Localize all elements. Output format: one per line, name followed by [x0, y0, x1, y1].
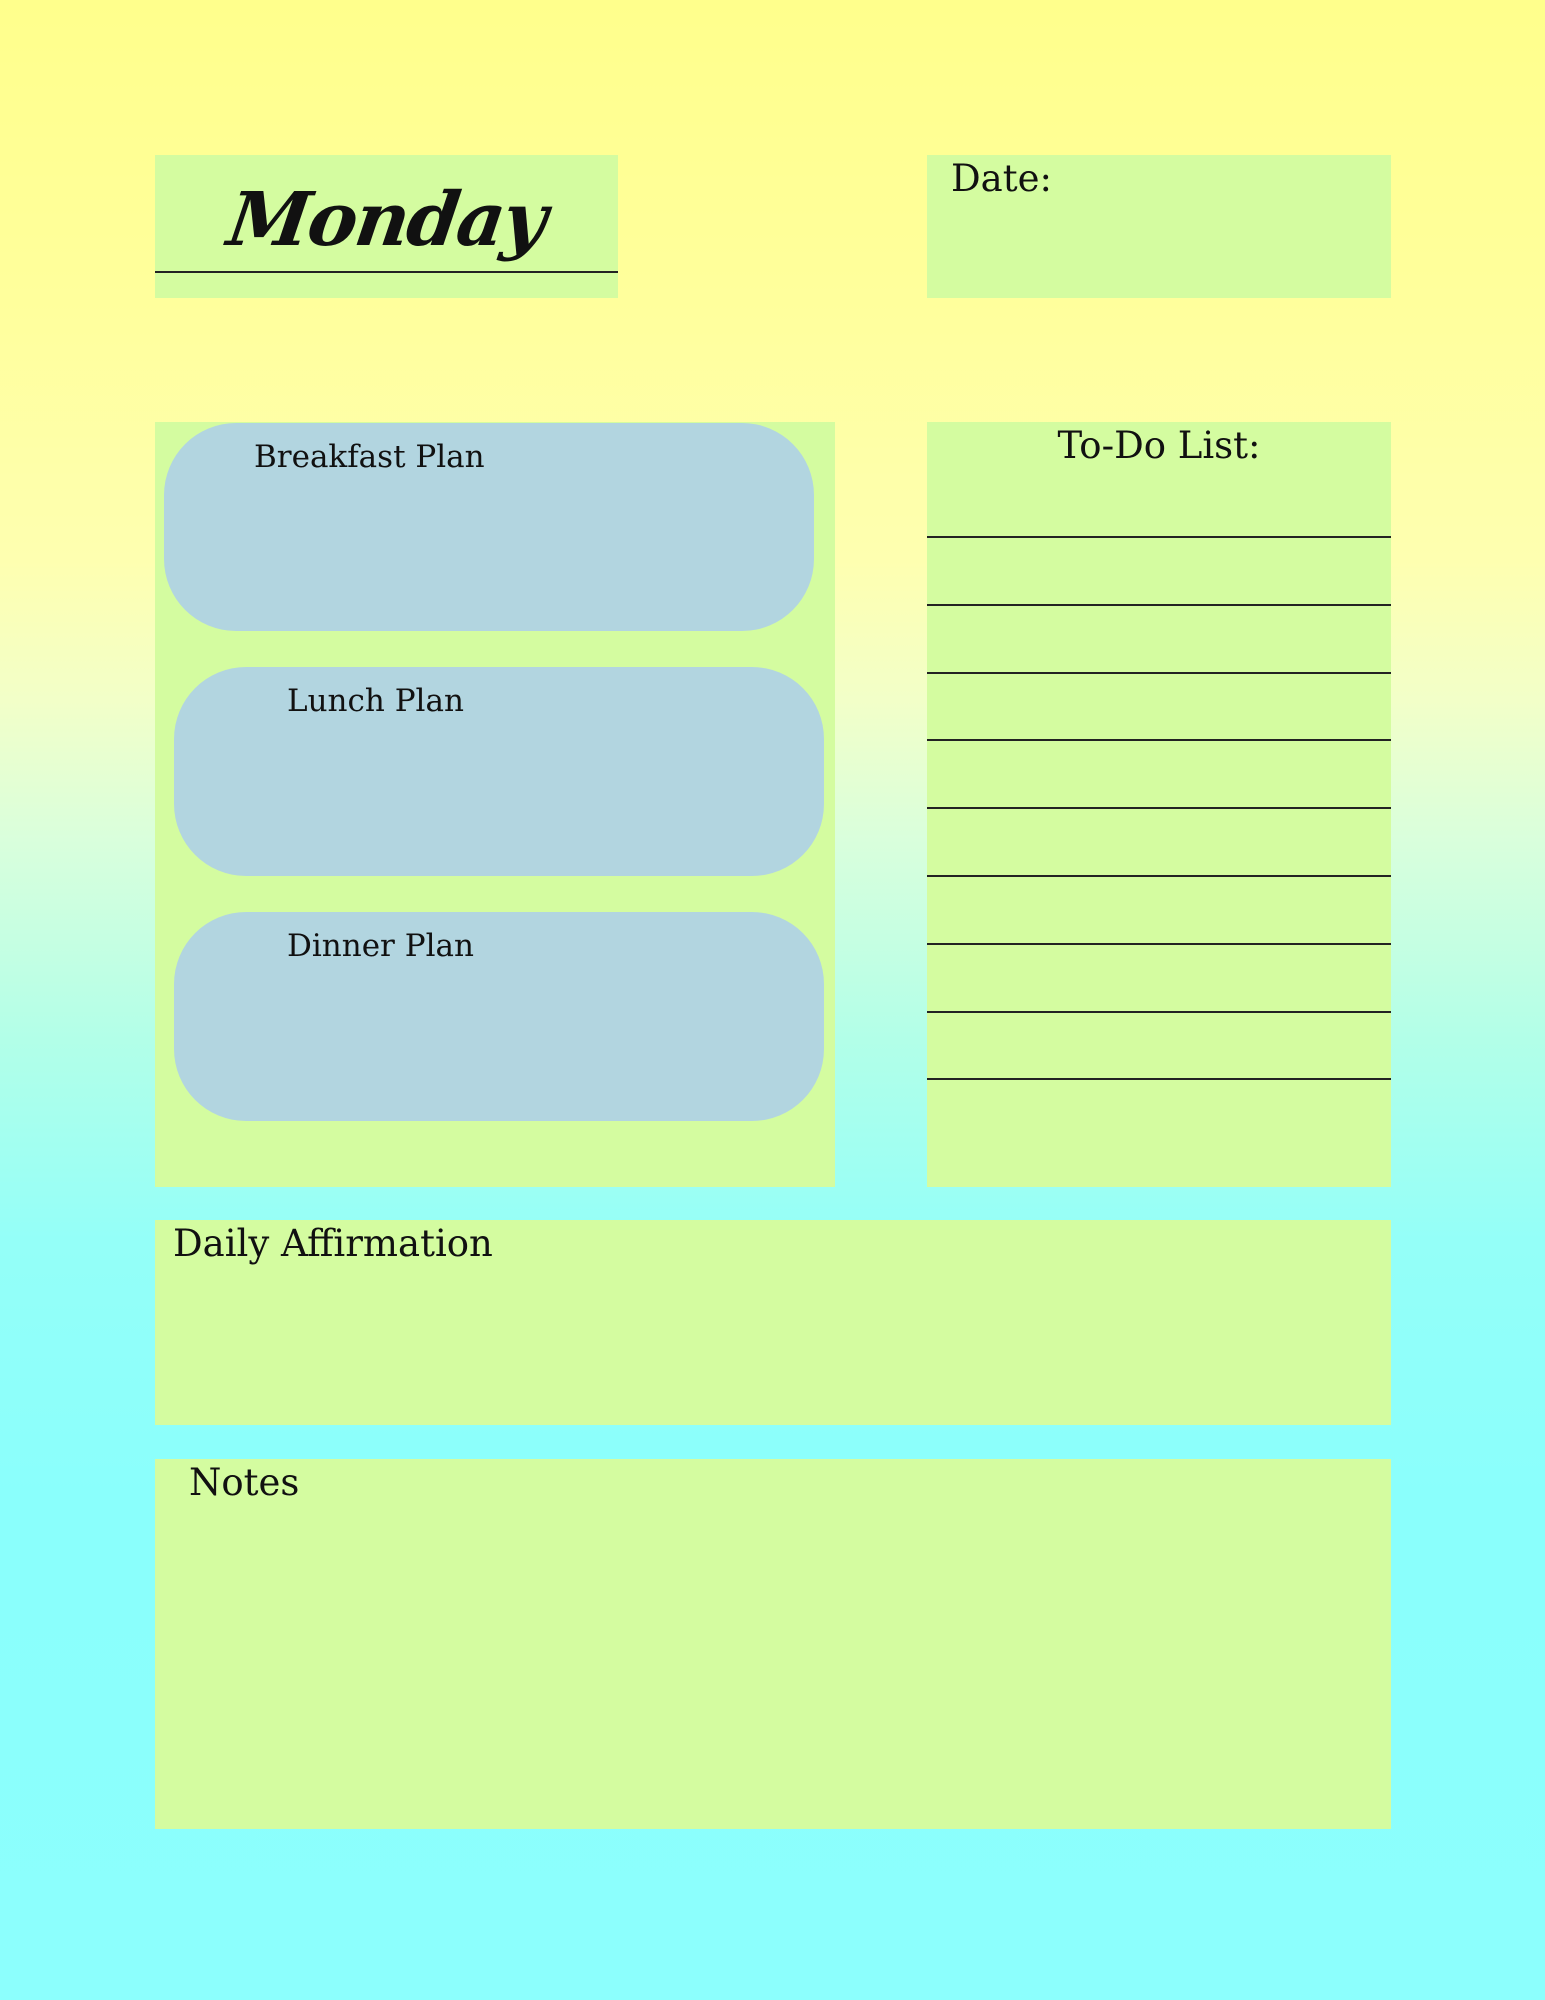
todo-list [927, 422, 1391, 1187]
date-field[interactable] [927, 155, 1391, 298]
date-label: Date: [951, 157, 1052, 200]
todo-item-line[interactable] [927, 672, 1391, 674]
dinner-plan-label: Dinner Plan [287, 928, 474, 964]
todo-item-line[interactable] [927, 943, 1391, 945]
daily-affirmation-label: Daily Affirmation [173, 1222, 493, 1265]
breakfast-plan-box[interactable] [164, 423, 814, 631]
meals-section [155, 422, 835, 1187]
todo-item-line[interactable] [927, 739, 1391, 741]
todo-item-line[interactable] [927, 875, 1391, 877]
day-title: Monday [222, 177, 551, 263]
day-header [155, 155, 618, 298]
todo-item-line[interactable] [927, 536, 1391, 538]
lunch-plan-box[interactable] [174, 667, 824, 876]
day-underline [155, 271, 618, 273]
todo-item-line[interactable] [927, 604, 1391, 606]
todo-item-line[interactable] [927, 807, 1391, 809]
todo-title: To-Do List: [1057, 424, 1261, 467]
dinner-plan-box[interactable] [174, 912, 824, 1121]
lunch-plan-label: Lunch Plan [287, 683, 464, 719]
notes-label: Notes [189, 1461, 300, 1504]
notes-box[interactable] [155, 1459, 1391, 1829]
breakfast-plan-label: Breakfast Plan [254, 439, 485, 475]
todo-item-line[interactable] [927, 1078, 1391, 1080]
daily-affirmation-box[interactable] [155, 1220, 1391, 1425]
todo-item-line[interactable] [927, 1011, 1391, 1013]
